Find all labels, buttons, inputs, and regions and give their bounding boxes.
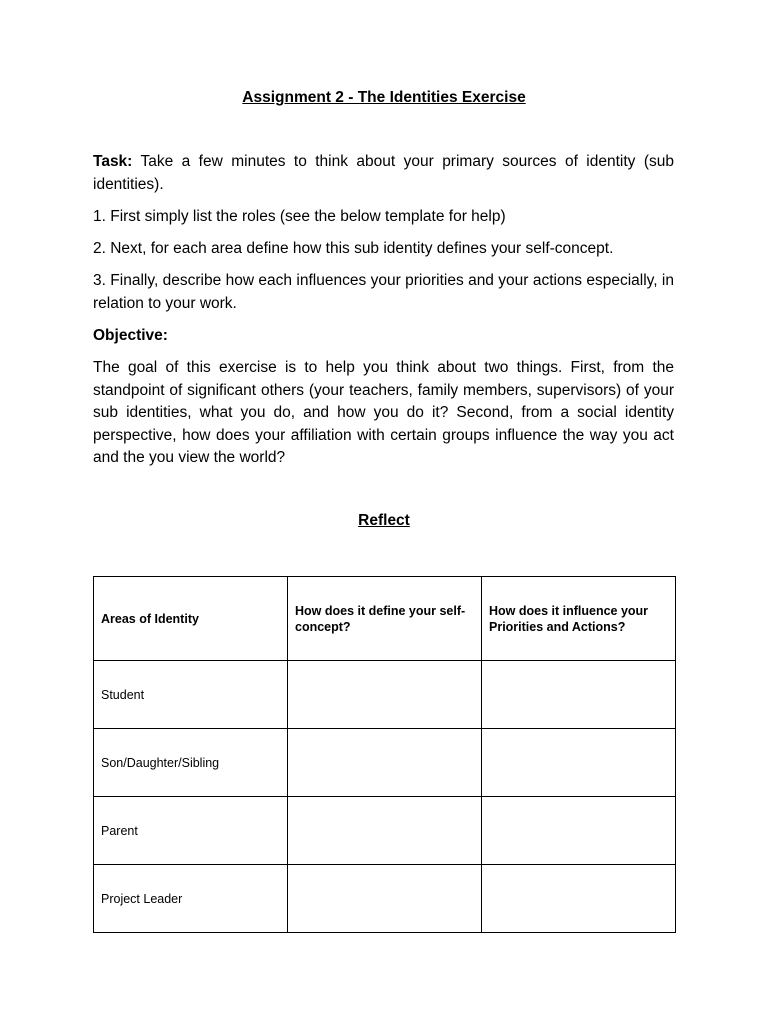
priorities-cell[interactable]	[482, 865, 676, 933]
identity-area-cell: Student	[94, 661, 288, 729]
header-areas-of-identity: Areas of Identity	[94, 577, 288, 661]
task-text: Take a few minutes to think about your primary sources of identity (sub identities).	[93, 153, 674, 193]
table-row	[94, 729, 676, 797]
self-concept-cell[interactable]	[288, 865, 482, 933]
task-paragraph	[93, 151, 674, 196]
self-concept-cell[interactable]	[288, 729, 482, 797]
identity-area-cell: Son/Daughter/Sibling	[94, 729, 288, 797]
self-concept-cell[interactable]	[288, 797, 482, 865]
step-1: 1. First simply list the roles (see the below template for help)	[93, 208, 506, 225]
table-row	[94, 797, 676, 865]
objective-heading: Objective:	[93, 327, 168, 344]
header-self-concept: How does it define your self-concept?	[288, 577, 482, 661]
priorities-cell[interactable]	[482, 797, 676, 865]
table-row	[94, 661, 676, 729]
step-3: 3. Finally, describe how each influences your priorities and your actions especially, in relation to your work.	[93, 272, 674, 312]
step-2: 2. Next, for each area define how this sub identity defines your self-concept.	[93, 240, 614, 257]
identity-table	[93, 576, 676, 933]
priorities-cell[interactable]	[482, 729, 676, 797]
task-label: Task:	[93, 153, 133, 170]
table-header-row	[94, 577, 676, 661]
priorities-cell[interactable]	[482, 661, 676, 729]
document-title: Assignment 2 - The Identities Exercise	[242, 89, 526, 106]
identity-area-cell: Project Leader	[94, 865, 288, 933]
objective-paragraph: The goal of this exercise is to help you think about two things. First, from the standpoint of significant others (your teachers, family members, supervisors) of your sub identities, what you do, and how you do it? Second, from a social identity perspective, how does your affiliation with certain groups influence the way you act and the you view the world?	[93, 359, 674, 466]
reflect-heading: Reflect	[358, 512, 410, 529]
header-priorities-actions: How does it influence your Priorities and Actions?	[482, 577, 676, 661]
self-concept-cell[interactable]	[288, 661, 482, 729]
table-row	[94, 865, 676, 933]
identity-area-cell: Parent	[94, 797, 288, 865]
